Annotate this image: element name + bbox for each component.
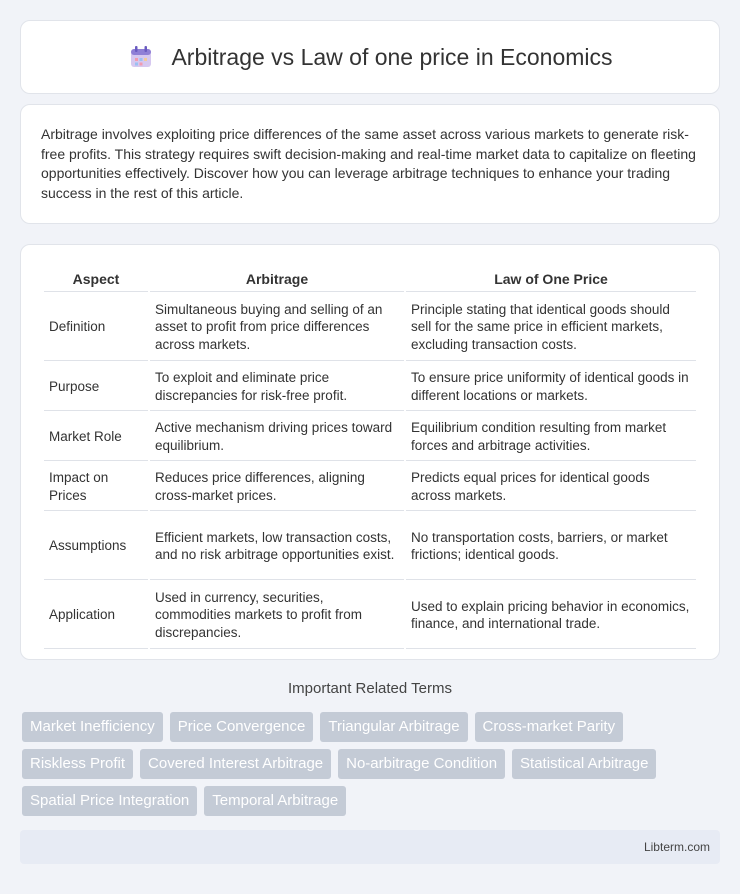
table-row — [44, 363, 696, 411]
footer — [20, 830, 720, 864]
comparison-table-card — [20, 244, 720, 660]
row-aspect: Market Role — [44, 413, 148, 461]
term-tag[interactable]: Price Convergence — [170, 712, 314, 742]
term-tag[interactable]: Covered Interest Arbitrage — [140, 749, 331, 779]
intro-text: Arbitrage involves exploiting price differences of the same asset across various markets to generate risk-free profits. This strategy requires swift decision-making and real-time market data to capitalize on fleeting opportunities effectively. Discover how you can leverage arbitrage techniques to enhance your trading success in the rest of this article. — [41, 126, 696, 201]
intro-card — [20, 104, 720, 224]
row-arbitrage: Used in currency, securities, commodities markets to profit from discrepancies. — [150, 582, 404, 649]
row-law: Equilibrium condition resulting from market forces and arbitrage activities. — [406, 413, 696, 461]
header-aspect: Aspect — [44, 267, 148, 292]
row-arbitrage: Active mechanism driving prices toward equilibrium. — [150, 413, 404, 461]
footer-site-link[interactable]: Libterm.com — [643, 840, 710, 854]
related-terms-list — [22, 712, 722, 816]
row-arbitrage: Efficient markets, low transaction costs, and no risk arbitrage opportunities exist. — [150, 513, 404, 580]
table-row — [44, 513, 696, 580]
header-arbitrage: Arbitrage — [150, 267, 404, 292]
table-header-row — [44, 267, 696, 292]
header-law-of-one-price: Law of One Price — [406, 267, 696, 292]
row-law: Used to explain pricing behavior in economics, finance, and international trade. — [406, 582, 696, 649]
page-title: Arbitrage vs Law of one price in Economics — [171, 43, 613, 70]
term-tag[interactable]: Statistical Arbitrage — [512, 749, 656, 779]
term-tag[interactable]: Triangular Arbitrage — [320, 712, 467, 742]
row-law: Predicts equal prices for identical goods across markets. — [406, 463, 696, 511]
term-tag[interactable]: Riskless Profit — [22, 749, 133, 779]
term-tag[interactable]: Market Inefficiency — [22, 712, 163, 742]
term-tag[interactable]: Spatial Price Integration — [22, 786, 197, 816]
term-tag[interactable]: No-arbitrage Condition — [338, 749, 505, 779]
row-aspect: Impact on Prices — [44, 463, 148, 511]
related-terms-title: Important Related Terms — [288, 680, 452, 697]
title-card — [20, 20, 720, 94]
row-arbitrage: Reduces price differences, aligning cross-market prices. — [150, 463, 404, 511]
table-row — [44, 413, 696, 461]
term-tag[interactable]: Temporal Arbitrage — [204, 786, 346, 816]
row-aspect: Assumptions — [44, 513, 148, 580]
comparison-table — [42, 265, 698, 651]
row-law: To ensure price uniformity of identical goods in different locations or markets. — [406, 363, 696, 411]
row-aspect: Purpose — [44, 363, 148, 411]
row-arbitrage: To exploit and eliminate price discrepancies for risk-free profit. — [150, 363, 404, 411]
table-row — [44, 294, 696, 361]
table-row — [44, 463, 696, 511]
row-law: No transportation costs, barriers, or market frictions; identical goods. — [406, 513, 696, 580]
row-law: Principle stating that identical goods should sell for the same price in efficient markets, excluding transaction costs. — [406, 294, 696, 361]
row-aspect: Definition — [44, 294, 148, 361]
row-arbitrage: Simultaneous buying and selling of an asset to profit from price differences across markets. — [150, 294, 404, 361]
term-tag[interactable]: Cross-market Parity — [475, 712, 624, 742]
table-row — [44, 582, 696, 649]
calendar-icon — [127, 43, 155, 71]
row-aspect: Application — [44, 582, 148, 649]
